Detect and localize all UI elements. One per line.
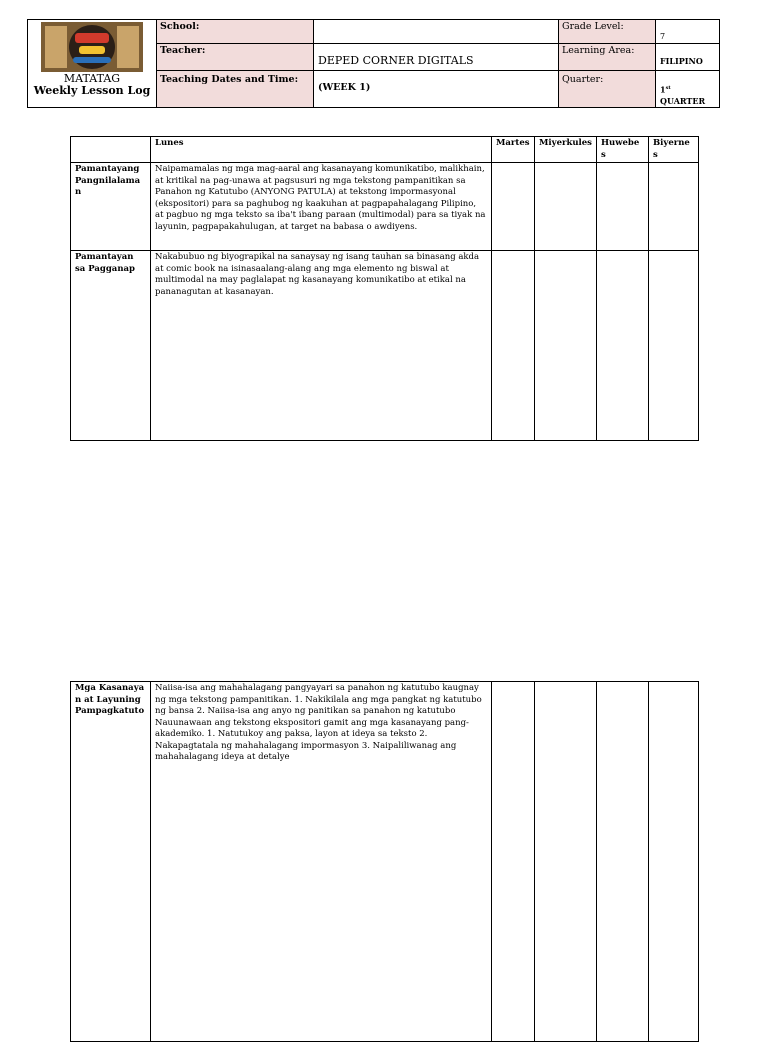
learning-area-value: FILIPINO [656, 44, 720, 71]
deped-logo-image [41, 22, 143, 72]
weekly-lesson-log-title: Weekly Lesson Log [33, 84, 151, 97]
empty-cell [492, 682, 535, 1042]
empty-cell [535, 682, 597, 1042]
grade-level-value: 7 [656, 20, 720, 44]
empty-cell [649, 163, 699, 251]
quarter-value: 1st QUARTER [656, 71, 720, 108]
row-label-mga-kasanayan: Mga Kasanayan at Layuning Pampagkatuto [71, 682, 151, 1042]
empty-cell [492, 251, 535, 441]
day-header-miyerkules: Miyerkules [535, 137, 597, 163]
teacher-label: Teacher: [157, 44, 314, 71]
grade-level-label: Grade Level: [559, 20, 656, 44]
empty-cell [535, 251, 597, 441]
empty-cell [597, 251, 649, 441]
day-header-huwebes: Huwebes [597, 137, 649, 163]
row-content-pamantayan-sa-pagganap: Nakabubuo ng biyograpikal na sanaysay ng isang tauhan sa binasang akda at comic book na isinasaalang-alang ang mga elemento ng biswal at multimodal na may paglalapat ng kasanayang komunikatibo at etikal na pananagutan at kasanayan. [151, 251, 492, 441]
empty-cell [492, 163, 535, 251]
day-header-martes: Martes [492, 137, 535, 163]
header-table [27, 19, 720, 108]
empty-cell [649, 251, 699, 441]
row-content-mga-kasanayan: Naiisa-isa ang mahahalagang pangyayari sa panahon ng katutubo kaugnay ng mga tekstong pampanitikan. 1. Nakikilala ang mga pangkat ng katutubo ng bansa 2. Naiisa-isa ang anyo ng panitikan sa panahon ng katutubo Nauunawaan ang tekstong ekspositori gamit ang mga kasanayang pang-akademiko. 1. Natutukoy ang paksa, layon at ideya sa teksto 2. Nakapagtatala ng mahahalagang impormasyon 3. Naipaliliwanag ang mahahalagang ideya at detalye [151, 682, 492, 1042]
weekly-log-table [70, 136, 699, 441]
empty-cell [649, 682, 699, 1042]
teaching-dates-label: Teaching Dates and Time: [157, 71, 314, 108]
empty-cell [597, 163, 649, 251]
school-value [314, 20, 559, 44]
day-header-lunes: Lunes [151, 137, 492, 163]
learning-area-label: Learning Area: [559, 44, 656, 71]
logo-cell [28, 20, 157, 108]
teacher-value: DEPED CORNER DIGITALS [314, 44, 559, 71]
matatag-label: MATATAG [63, 72, 121, 85]
weekly-log-table-continued [70, 681, 699, 1042]
corner-cell [71, 137, 151, 163]
school-label: School: [157, 20, 314, 44]
teaching-dates-value: (WEEK 1) [314, 71, 559, 108]
row-label-pamantayan-sa-pagganap: Pamantayan sa Pagganap [71, 251, 151, 441]
empty-cell [597, 682, 649, 1042]
quarter-label: Quarter: [559, 71, 656, 108]
empty-cell [535, 163, 597, 251]
day-header-biyernes: Biyernes [649, 137, 699, 163]
row-label-pamantayang-pangnilalaman: Pamantayang Pangnilalaman [71, 163, 151, 251]
row-content-pamantayang-pangnilalaman: Naipamamalas ng mga mag-aaral ang kasanayang komunikatibo, malikhain, at kritikal na pag-unawa at pagsusuri ng mga tekstong pampanitikan sa Panahon ng Katutubo (ANYONG PATULA) at tekstong impormasyonal (ekspositori) para sa paghubog ng kaakuhan at pagpapahalagang Pilipino, at pagbuo ng mga teksto sa iba't ibang paraan (multimodal) para sa tiyak na layunin, pagpapakahulugan, at target na babasa o awdiyens. [151, 163, 492, 251]
